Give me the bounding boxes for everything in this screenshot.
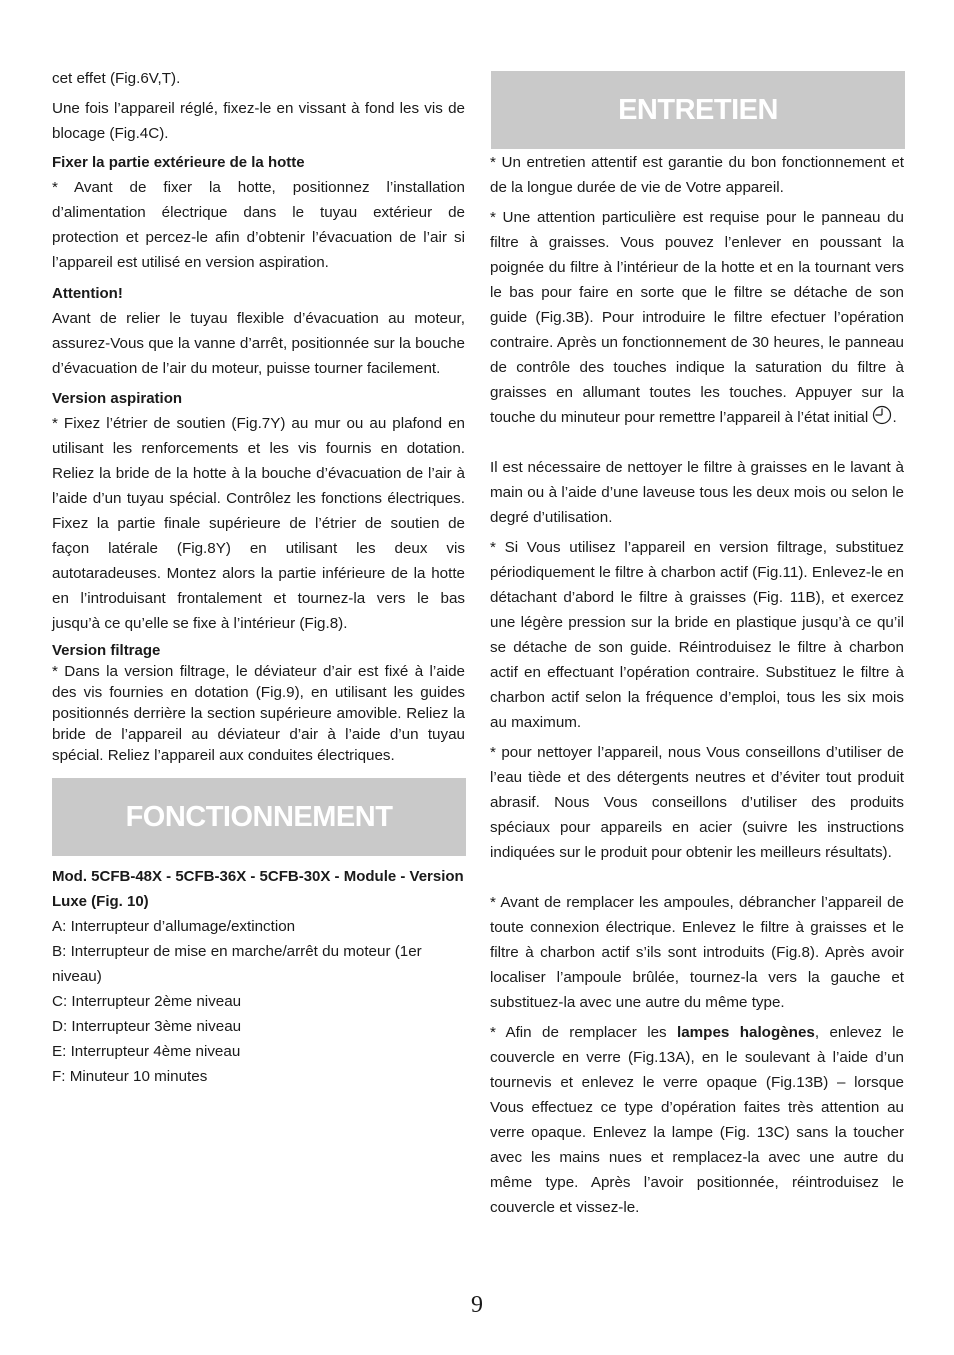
heading-exterior: Fixer la partie extérieure de la hotte (52, 154, 305, 171)
text-r1: * Un entretien attentif est garantie du bon fonctionnement et de la longue durée de vie de Votre appareil. (490, 154, 904, 196)
list-item: D: Interrupteur 3ème niveau (52, 1018, 242, 1035)
text-p2: Une fois l’appareil réglé, fixez-le en vissant à fond les vis de blocage (Fig.4C). (52, 100, 465, 142)
list-item: B: Interrupteur de mise en marche/arrêt du moteur (1er niveau) (52, 943, 422, 985)
banner-fonctionnement-label: FONCTIONNEMENT (125, 800, 393, 833)
heading-aspiration: Version aspiration (52, 390, 183, 407)
text-r6: * Avant de remplacer les ampoules, débrancher l’appareil de toute connexion électrique. Enlevez le filtre à graisses et le filtre à charbon actif s’ils sont introduits (Fig.8). Après avoir localiser l’ampoule brûlée, tournez-la vers la gauche et substituez-la avec une autre du même type. (490, 894, 904, 1011)
page-number: 9 (471, 1292, 483, 1318)
text-r7 (490, 1020, 904, 1220)
switch-list (52, 914, 432, 1089)
text-p6: * Dans la version filtrage, le déviateur d’air est fixé à l’aide des vis fournies en dotation (Fig.9), en utilisant les guides positionnés derrière la section supérieure amovible. Reliez la bride de l’appareil au déviateur d’air à l’aide d’un tuyau spécial. Reliez l’appareil aux conduites électriques. (52, 663, 465, 764)
text-r4: * Si Vous utilisez l’appareil en version filtrage, substituez périodiquement le filtre à charbon actif (Fig.11). Enlevez-le en détachant d’abord le filtre à graisses (Fig. 11B), et exercez une légère pression sur la bride en plastique jusqu’à ce qu’il se détache de son guide. Réintroduisez le filtre à charbon actif en effectuant l’opération contraire. Substituez le filtre à charbon actif selon la fréquence d’emploi, tous les six mois au maximum. (490, 539, 904, 731)
banner-entretien (491, 71, 905, 149)
text-r7-a: * Afin de remplacer les (490, 1024, 677, 1041)
text-p3: * Avant de fixer la hotte, positionnez l’installation d’alimentation électrique dans le tuyau extérieur de protection et percez-le afin d’obtenir l’évacuation de l’air si l’appareil est utilisé en version aspiration. (52, 179, 465, 271)
heading-filtrage: Version filtrage (52, 642, 161, 659)
text-r7-bold: lampes halogènes (677, 1024, 815, 1041)
heading-attention: Attention! (52, 285, 123, 302)
text-p1: cet effet (Fig.6V,T). (52, 70, 181, 87)
list-item: C: Interrupteur 2ème niveau (52, 993, 242, 1010)
text-r2: * Une attention particulière est requise pour le panneau du filtre à graisses. Vous pouvez l’enlever en poussant la poignée du filtre à l’intérieur de la hotte et en la tournant vers le bas pour faire en sorte que le filtre se détache de son guide (Fig.3B). Pour introduire le filtre efectuer l’opération contraire. Après un fonctionnement de 30 heures, le panneau de contrôle des touches indique la saturation du filtre à graisses en allumant toutes les touches. Appuyer sur la touche du minuteur pour remettre l’appareil à l’état initial . (490, 209, 904, 426)
banner-fonctionnement (52, 778, 466, 856)
list-item: F: Minuteur 10 minutes (52, 1068, 208, 1085)
text-p5: * Fixez l’étrier de soutien (Fig.7Y) au mur ou au plafond en utilisant les renforcements et les vis fournis en dotation. Reliez la bride de la hotte à la bouche d’évacuation de l’air à l’aide d’un tuyau spécial. Contrôlez les fonctions électriques. Fixez la partie finale supérieure de l’étrier de soutien de façon latérale (Fig.8Y) en utilisant les deux vis autotaradeuses. Montez alors la partie inférieure de la hotte en l’introduisant frontalement et tournez-la vers le bas jusqu’à ce qu’elle se fixe à l’intérieur (Fig.8). (52, 415, 465, 632)
heading-model: Mod. 5CFB-48X - 5CFB-36X - 5CFB-30X - Module - Version Luxe (Fig. 10) (52, 868, 464, 910)
banner-entretien-label: ENTRETIEN (618, 93, 778, 126)
timer-icon (872, 405, 892, 425)
list-item: A: Interrupteur d’allumage/extinction (52, 918, 296, 935)
text-p4: Avant de relier le tuyau flexible d’évacuation au moteur, assurez-Vous que la vanne d’arrêt, positionnée sur la bouche d’évacuation de l’air du moteur, puisse tourner facilement. (52, 310, 465, 377)
text-r3: Il est nécessaire de nettoyer le filtre à graisses en le lavant à main ou à l’aide d’une laveuse tous les deux mois ou selon le degré d’utilisation. (490, 459, 904, 526)
text-r7-b: , enlevez le couvercle en verre (Fig.13A), en le soulevant à l’aide d’un tournevis et enlevez le verre opaque (Fig.13B) – lorsque Vous effectuez ce type d’opération faites très attention au verre opaque. Enlevez la lampe (Fig. 13C) sans la toucher avec les mains nues et remplacez-la avec une autre du même type. Après l’avoir positionnée, réintroduisez le couvercle et vissez-le. (490, 1024, 904, 1216)
text-r5: * pour nettoyer l’appareil, nous Vous conseillons d’utiliser de l’eau tiède et des détergents neutres et d’éviter tout produit abrasif. Nous Vous conseillons d’utiliser des produits spéciaux pour appareils en acier (suivre les instructions indiquées sur le produit pour obtenir les meilleurs résultats). (490, 744, 904, 861)
text-r2-body: * Une attention particulière est requise pour le panneau du filtre à graisses. Vous pouvez l’enlever en poussant la poignée du filtre à l’intérieur de la hotte et en la tournant vers le bas pour faire en sorte que le filtre se détache de son guide (Fig.3B). Pour introduire le filtre efectuer l’opération contraire. Après un fonctionnement de 30 heures, le panneau de contrôle des touches indique la saturation du filtre à graisses en allumant toutes les touches. Appuyer sur la touche du minuteur pour remettre l’appareil à l’état initial (490, 209, 904, 426)
list-item: E: Interrupteur 4ème niveau (52, 1043, 241, 1060)
